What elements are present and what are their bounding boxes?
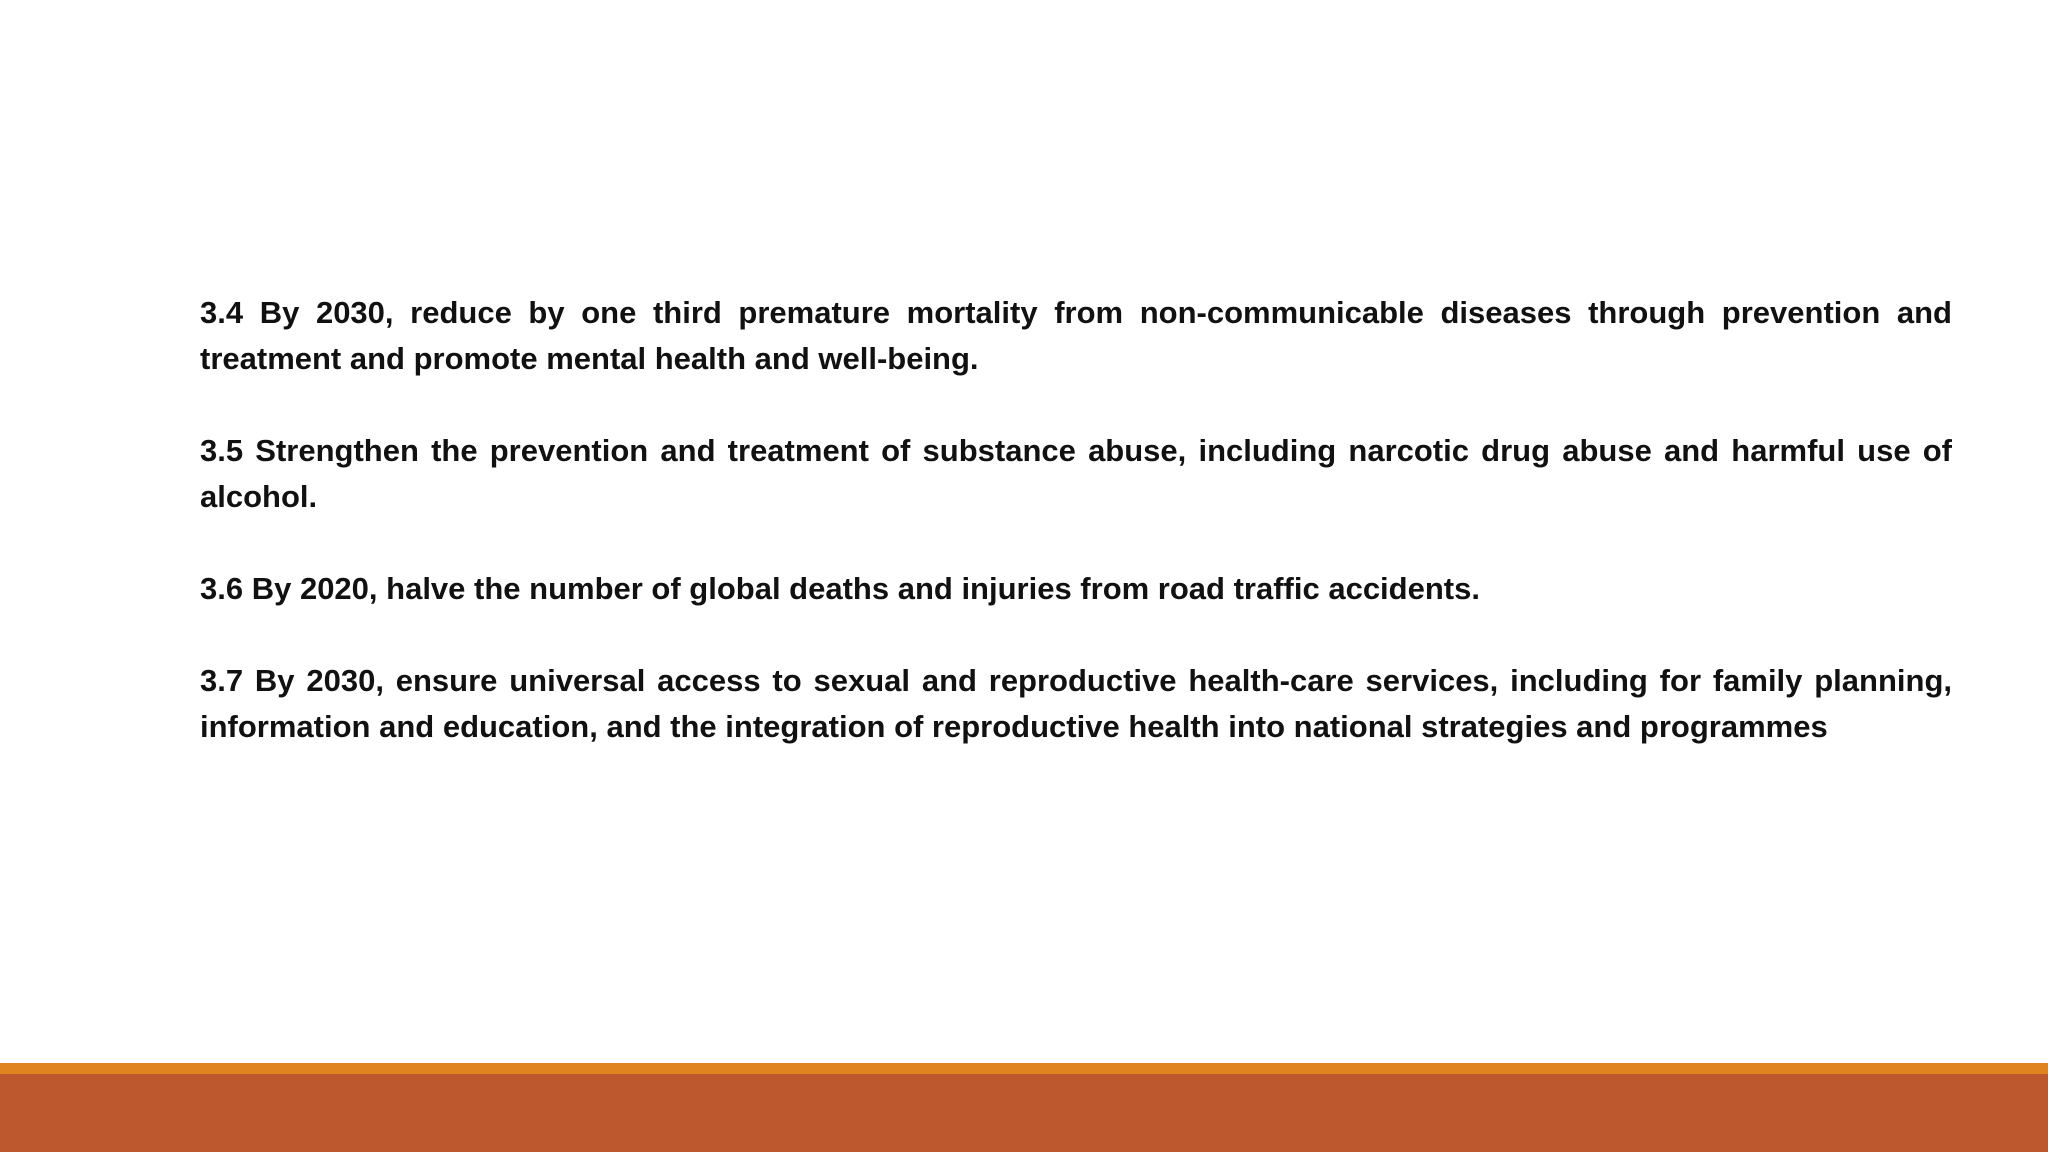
target-3-5-paragraph: 3.5 Strengthen the prevention and treatment of substance abuse, including narcotic drug abuse and harmful use of alcohol.: [200, 433, 1952, 514]
footer-accent-stripe: [0, 1063, 2048, 1074]
footer-bar: [0, 1074, 2048, 1152]
target-3-4-paragraph: 3.4 By 2030, reduce by one third premature mortality from non-communicable diseases through prevention and treatment and promote mental health and well-being.: [200, 295, 1952, 376]
target-3-7-paragraph: 3.7 By 2030, ensure universal access to sexual and reproductive health-care services, including for family planning, information and education, and the integration of reproductive health into national strategies and programmes: [200, 663, 1952, 744]
slide-body: [200, 290, 1952, 796]
target-3-6-paragraph: 3.6 By 2020, halve the number of global deaths and injuries from road traffic accidents.: [200, 571, 1480, 606]
